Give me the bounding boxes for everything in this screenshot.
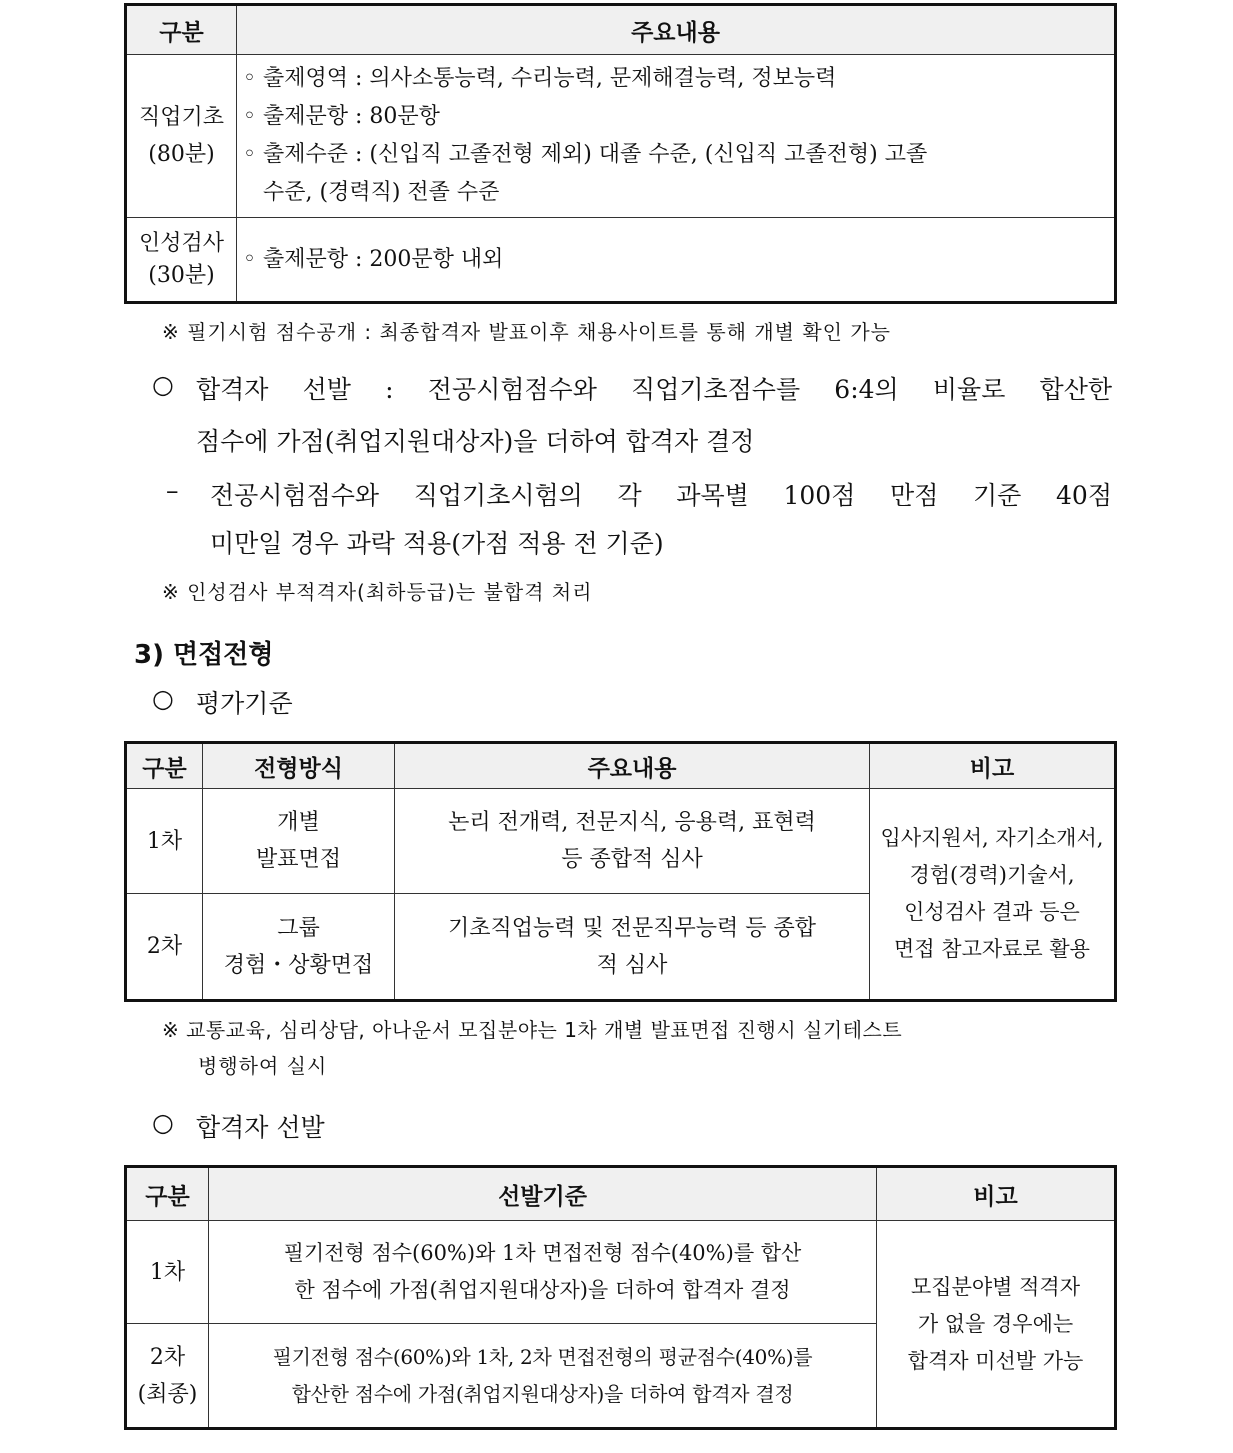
content-item: ◦ 출제영역 : 의사소통능력, 수리능력, 문제해결능력, 정보능력 bbox=[243, 66, 837, 91]
row-label-name: 직업기초 bbox=[138, 105, 224, 130]
method-cell bbox=[203, 894, 395, 1001]
criteria-cell bbox=[209, 1324, 877, 1429]
content-line: 기초직업능력 및 전문직무능력 등 종합 bbox=[447, 915, 816, 941]
remark-line: 인성검사 결과 등은 bbox=[904, 900, 1080, 924]
criteria-line: 필기전형 점수(60%)와 1차, 2차 면접전형의 평균점수(40%)를 bbox=[272, 1344, 813, 1369]
practical-test-note-2: 병행하여 실시 bbox=[198, 1054, 328, 1078]
remark-cell bbox=[877, 1221, 1116, 1429]
table-row bbox=[126, 55, 1116, 218]
method-line: 발표면접 bbox=[255, 847, 341, 872]
content-cell bbox=[395, 789, 870, 894]
selection-sub-2: 미만일 경우 과락 적용(가점 적용 전 기준) bbox=[210, 529, 664, 558]
header-remark: 비고 bbox=[870, 743, 1116, 789]
criteria-label: 평가기준 bbox=[196, 689, 293, 718]
header-category: 구분 bbox=[126, 5, 237, 55]
remark-line: 합격자 미선발 가능 bbox=[907, 1348, 1084, 1373]
table-row bbox=[126, 218, 1116, 303]
header-category: 구분 bbox=[126, 743, 203, 789]
practical-test-note-1: ※ 교통교육, 심리상담, 아나운서 모집분야는 1차 개별 발표면접 진행시 실기테스트 bbox=[162, 1018, 903, 1042]
row-label bbox=[126, 218, 237, 303]
pass-selection-table bbox=[124, 1165, 1117, 1430]
pass-label: 합격자 선발 bbox=[196, 1113, 325, 1142]
criteria-bullet: ○ bbox=[152, 684, 174, 713]
header-method: 전형방식 bbox=[203, 743, 395, 789]
header-content: 주요내용 bbox=[395, 743, 870, 789]
interview-criteria-table bbox=[124, 741, 1117, 1002]
header-category: 구분 bbox=[126, 1167, 209, 1221]
criteria-cell bbox=[209, 1221, 877, 1324]
personality-note: ※ 인성검사 부적격자(최하등급)는 불합격 처리 bbox=[162, 580, 593, 604]
remark-line: 경험(경력)기술서, bbox=[909, 863, 1075, 887]
dash-bullet: – bbox=[166, 476, 179, 505]
remark-line: 입사지원서, 자기소개서, bbox=[880, 826, 1104, 850]
header-remark: 비고 bbox=[877, 1167, 1116, 1221]
remark-cell bbox=[870, 789, 1116, 1001]
table-row bbox=[126, 1221, 1116, 1324]
content-item: ◦ 출제문항 : 80문항 bbox=[243, 104, 440, 129]
selection-sub-1: 전공시험점수와 직업기초시험의 각 과목별 100점 만점 기준 40점 bbox=[210, 481, 1112, 510]
criteria-line: 필기전형 점수(60%)와 1차 면접전형 점수(40%)를 합산 bbox=[283, 1241, 802, 1265]
score-disclosure-note: ※ 필기시험 점수공개 : 최종합격자 발표이후 채용사이트를 통해 개별 확인 가능 bbox=[162, 320, 891, 344]
selection-line-1: 합격자 선발 : 전공시험점수와 직업기초점수를 6:4의 비율로 합산한 bbox=[196, 375, 1112, 404]
section-title: 3) 면접전형 bbox=[134, 640, 274, 670]
content-line: 등 종합적 심사 bbox=[561, 847, 703, 872]
row-label-duration: (30분) bbox=[148, 262, 215, 288]
written-exam-table bbox=[124, 3, 1117, 304]
selection-bullet: ○ bbox=[152, 370, 174, 399]
header-content: 주요내용 bbox=[237, 5, 1116, 55]
stage-line: 1차 bbox=[149, 1259, 186, 1285]
stage-cell bbox=[126, 1221, 209, 1324]
criteria-line: 합산한 점수에 가점(취업지원대상자)을 더하여 합격자 결정 bbox=[291, 1381, 794, 1406]
criteria-line: 한 점수에 가점(취업지원대상자)을 더하여 합격자 결정 bbox=[294, 1278, 791, 1302]
remark-line: 가 없을 경우에는 bbox=[917, 1311, 1074, 1336]
selection-line-2: 점수에 가점(취업지원대상자)을 더하여 합격자 결정 bbox=[196, 427, 755, 456]
method-cell bbox=[203, 789, 395, 894]
header-criteria: 선발기준 bbox=[209, 1167, 877, 1221]
row-label-name: 인성검사 bbox=[138, 230, 224, 256]
method-line: 개별 bbox=[277, 810, 320, 835]
stage-cell: 1차 bbox=[126, 789, 203, 894]
row-content bbox=[237, 218, 1116, 303]
stage-line: 2차 bbox=[149, 1344, 186, 1370]
remark-line: 면접 참고자료로 활용 bbox=[894, 937, 1090, 961]
table-row bbox=[126, 789, 1116, 894]
remark-line: 모집분야별 적격자 bbox=[911, 1274, 1080, 1299]
row-label bbox=[126, 55, 237, 218]
content-item: ◦ 출제문항 : 200문항 내외 bbox=[243, 247, 504, 272]
content-line: 적 심사 bbox=[596, 952, 668, 978]
stage-cell: 2차 bbox=[126, 894, 203, 1001]
content-line: 논리 전개력, 전문지식, 응용력, 표현력 bbox=[448, 810, 816, 835]
content-item: ◦ 출제수준 : (신입직 고졸전형 제외) 대졸 수준, (신입직 고졸전형) 고졸 bbox=[243, 142, 928, 167]
method-line: 경험・상황면접 bbox=[223, 952, 374, 978]
content-item: 수준, (경력직) 전졸 수준 bbox=[263, 180, 500, 205]
method-line: 그룹 bbox=[277, 915, 320, 941]
pass-bullet: ○ bbox=[152, 1108, 174, 1137]
stage-cell bbox=[126, 1324, 209, 1429]
stage-line: (최종) bbox=[137, 1381, 198, 1407]
row-content bbox=[237, 55, 1116, 218]
content-cell bbox=[395, 894, 870, 1001]
row-label-duration: (80분) bbox=[148, 142, 215, 167]
